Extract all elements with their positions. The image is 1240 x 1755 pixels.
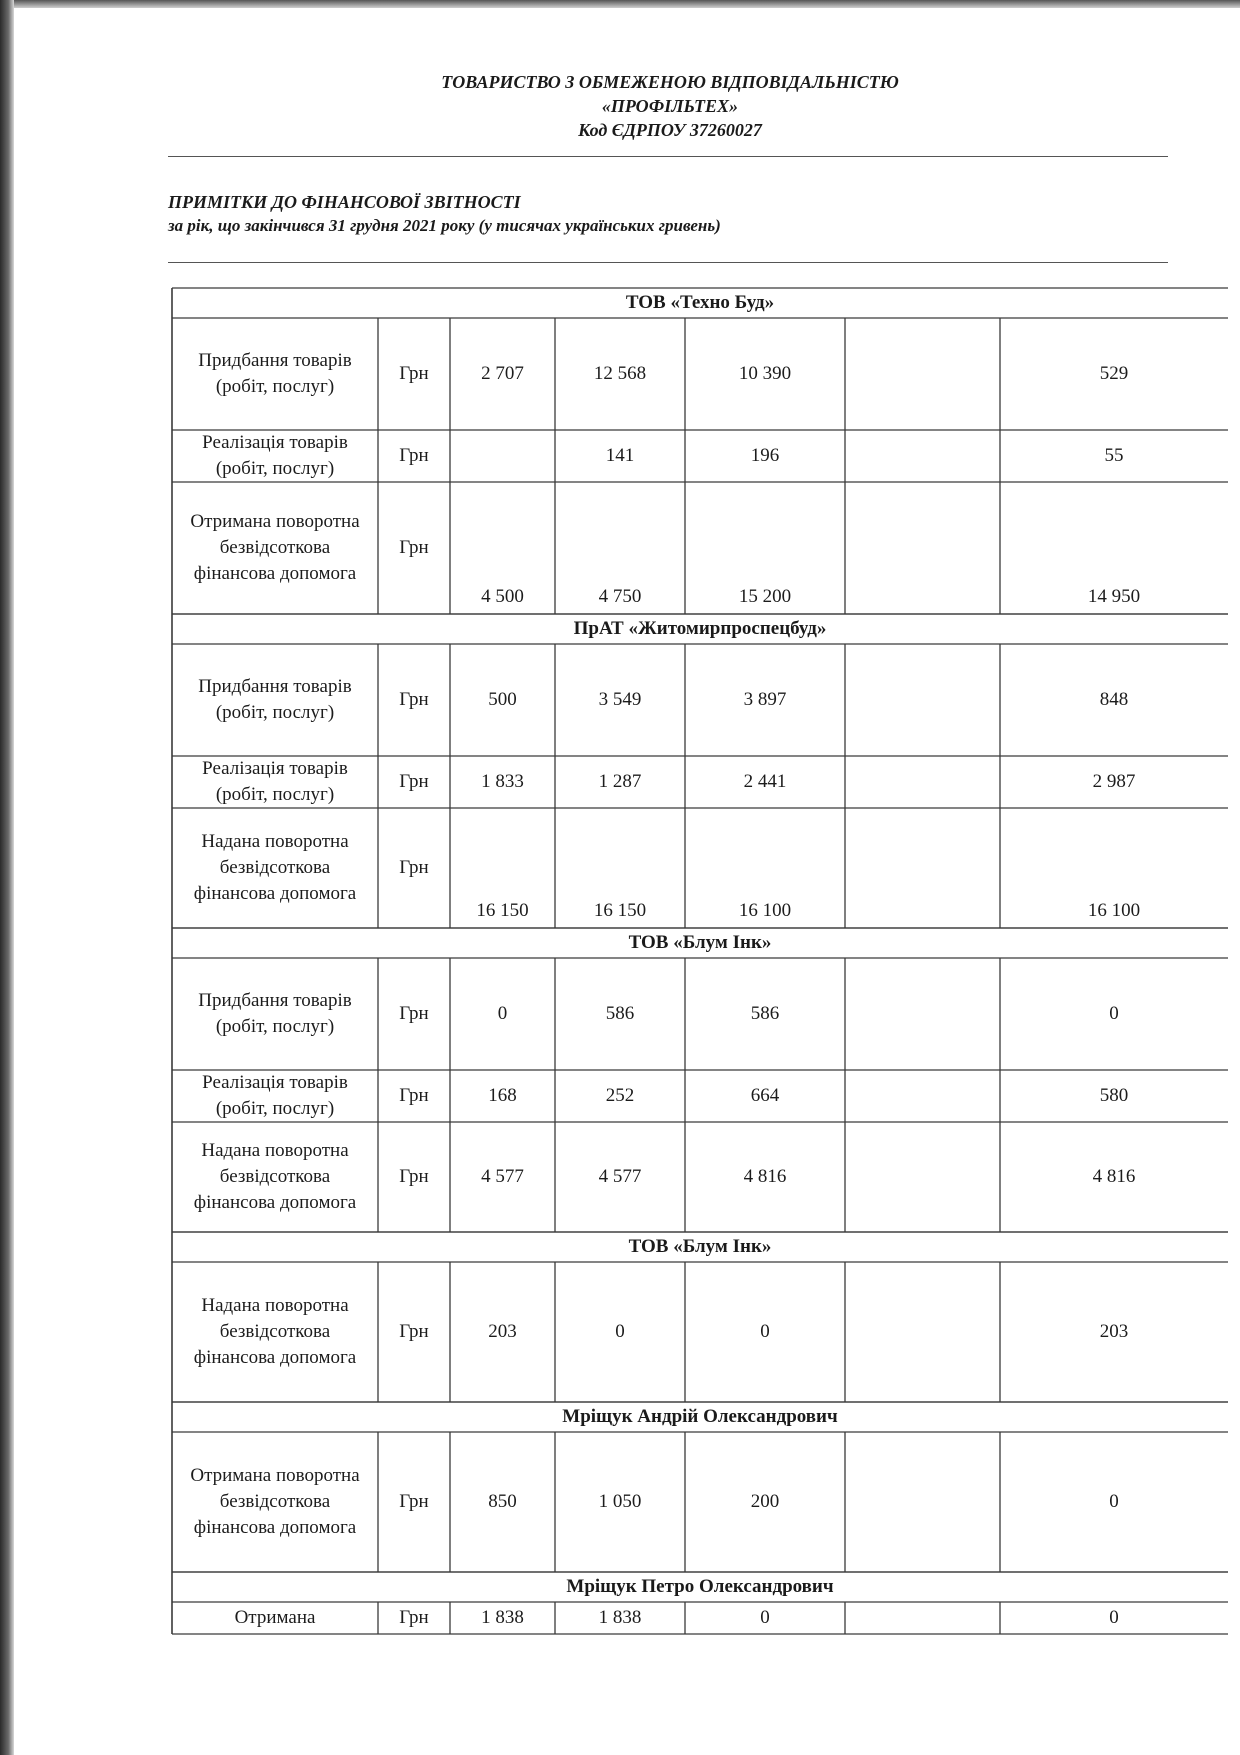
value-cell-v3: 196 (750, 445, 780, 466)
company-name: «ПРОФІЛЬТЕХ» (601, 96, 739, 116)
value-cell-v5: 848 (1099, 689, 1129, 710)
value-cell-v1 (450, 430, 555, 482)
value-cell-v3: 586 (750, 1003, 780, 1024)
company-legal-form: ТОВАРИСТВО З ОБМЕЖЕНОЮ ВІДПОВІДАЛЬНІСТЮ (441, 72, 899, 92)
value-cell-v2: 252 (605, 1085, 635, 1106)
entity-zhytomyrprospetsbud: ПрАТ «Житомирпроспецбуд» (573, 618, 827, 639)
notes-title: ПРИМІТКИ ДО ФІНАНСОВОЇ ЗВІТНОСТІ (168, 192, 521, 212)
value-cell-v2: 586 (605, 1003, 635, 1024)
operation-cell: Придбання товарів (робіт, послуг) (198, 676, 352, 723)
value-cell-v5: 16 100 (1087, 900, 1141, 921)
value-cell-v3: 3 897 (743, 689, 787, 710)
operation-cell: Надана поворотна безвідсоткова фінансова допомога (193, 1295, 357, 1368)
value-cell-v2: 3 549 (598, 689, 642, 710)
unit-cell: Грн (399, 771, 429, 792)
value-cell-v5: 529 (1099, 363, 1129, 384)
value-cell-v1: 4 500 (481, 586, 524, 607)
value-cell-v5: 580 (1099, 1085, 1129, 1106)
operation-cell: Отримана поворотна безвідсоткова фінансова допомога (190, 511, 360, 584)
entity-blum-ink: ТОВ «Блум Інк» (628, 932, 772, 953)
unit-cell: Грн (399, 1321, 429, 1342)
operation-cell: Отримана (234, 1607, 316, 1628)
unit-cell: Грн (399, 1003, 429, 1024)
value-cell-v5: 55 (1104, 445, 1124, 466)
value-cell-v2: 0 (615, 1321, 625, 1342)
value-cell-v1: 168 (488, 1085, 517, 1106)
unit-cell: Грн (399, 363, 429, 384)
value-cell-v3: 10 390 (738, 363, 792, 384)
value-cell-v1: 16 150 (476, 900, 529, 921)
value-cell-v1: 0 (497, 1003, 508, 1024)
entity-mrishchuk-petro: Мріщук Петро Олександрович (566, 1576, 834, 1597)
value-cell-v5: 0 (1109, 1607, 1119, 1628)
unit-cell: Грн (399, 1491, 429, 1512)
operation-cell: Надана поворотна безвідсоткова фінансова допомога (193, 1140, 357, 1213)
unit-cell: Грн (399, 537, 429, 558)
value-cell-v5: 2 987 (1092, 771, 1136, 792)
value-cell-v1: 2 707 (481, 363, 524, 384)
entity-blum-ink-2: ТОВ «Блум Інк» (628, 1236, 772, 1257)
value-cell-v2: 16 150 (593, 900, 647, 921)
operation-cell: Реалізація товарів (робіт, послуг) (202, 1072, 348, 1119)
operation-cell: Надана поворотна безвідсоткова фінансова допомога (193, 831, 357, 904)
value-cell-v1: 203 (488, 1321, 517, 1342)
value-cell-v2: 1 838 (598, 1607, 642, 1628)
unit-cell: Грн (399, 857, 429, 878)
value-cell-v1: 850 (488, 1491, 517, 1512)
value-cell-v3: 4 816 (743, 1166, 787, 1187)
operation-cell: Реалізація товарів (робіт, послуг) (202, 758, 348, 805)
value-cell-v2: 1 287 (598, 771, 642, 792)
value-cell-v1: 4 577 (481, 1166, 524, 1187)
notes-subtitle: за рік, що закінчився 31 грудня 2021 року (у тисячах українських гривень) (168, 216, 721, 235)
operation-cell: Придбання товарів (робіт, послуг) (198, 990, 352, 1037)
value-cell-v3: 15 200 (738, 586, 792, 607)
unit-cell: Грн (399, 1607, 429, 1628)
unit-cell: Грн (399, 689, 429, 710)
entity-techno-bud: ТОВ «Техно Буд» (625, 292, 775, 313)
unit-cell: Грн (399, 1166, 429, 1187)
value-cell-v3: 16 100 (738, 900, 792, 921)
value-cell-v2: 4 750 (598, 586, 642, 607)
operation-cell: Реалізація товарів (робіт, послуг) (202, 432, 348, 479)
value-cell-v3: 0 (760, 1321, 770, 1342)
value-cell-v2: 141 (605, 445, 635, 466)
value-cell-v2: 4 577 (598, 1166, 642, 1187)
operation-cell: Отримана поворотна безвідсоткова фінансова допомога (190, 1465, 360, 1538)
value-cell-v3: 200 (750, 1491, 780, 1512)
value-cell-v5: 14 950 (1087, 586, 1141, 607)
value-cell-v5: 0 (1109, 1491, 1119, 1512)
value-cell-v5: 4 816 (1092, 1166, 1136, 1187)
value-cell-v5: 203 (1099, 1321, 1129, 1342)
value-cell-v1: 500 (488, 689, 517, 710)
unit-cell: Грн (399, 1085, 429, 1106)
value-cell-v1: 1 838 (481, 1607, 524, 1628)
unit-cell: Грн (399, 445, 429, 466)
value-cell-v3: 2 441 (743, 771, 787, 792)
value-cell-v5: 0 (1109, 1003, 1119, 1024)
operation-cell: Придбання товарів (робіт, послуг) (198, 350, 352, 397)
value-cell-v1: 1 833 (481, 771, 524, 792)
value-cell-v2: 1 050 (598, 1491, 642, 1512)
value-cell-v2: 12 568 (593, 363, 647, 384)
value-cell-v3: 664 (750, 1085, 780, 1106)
entity-mrishchuk-andrii: Мріщук Андрій Олександрович (562, 1406, 838, 1427)
company-code: Код ЄДРПОУ 37260027 (578, 120, 762, 140)
value-cell-v3: 0 (760, 1607, 770, 1628)
